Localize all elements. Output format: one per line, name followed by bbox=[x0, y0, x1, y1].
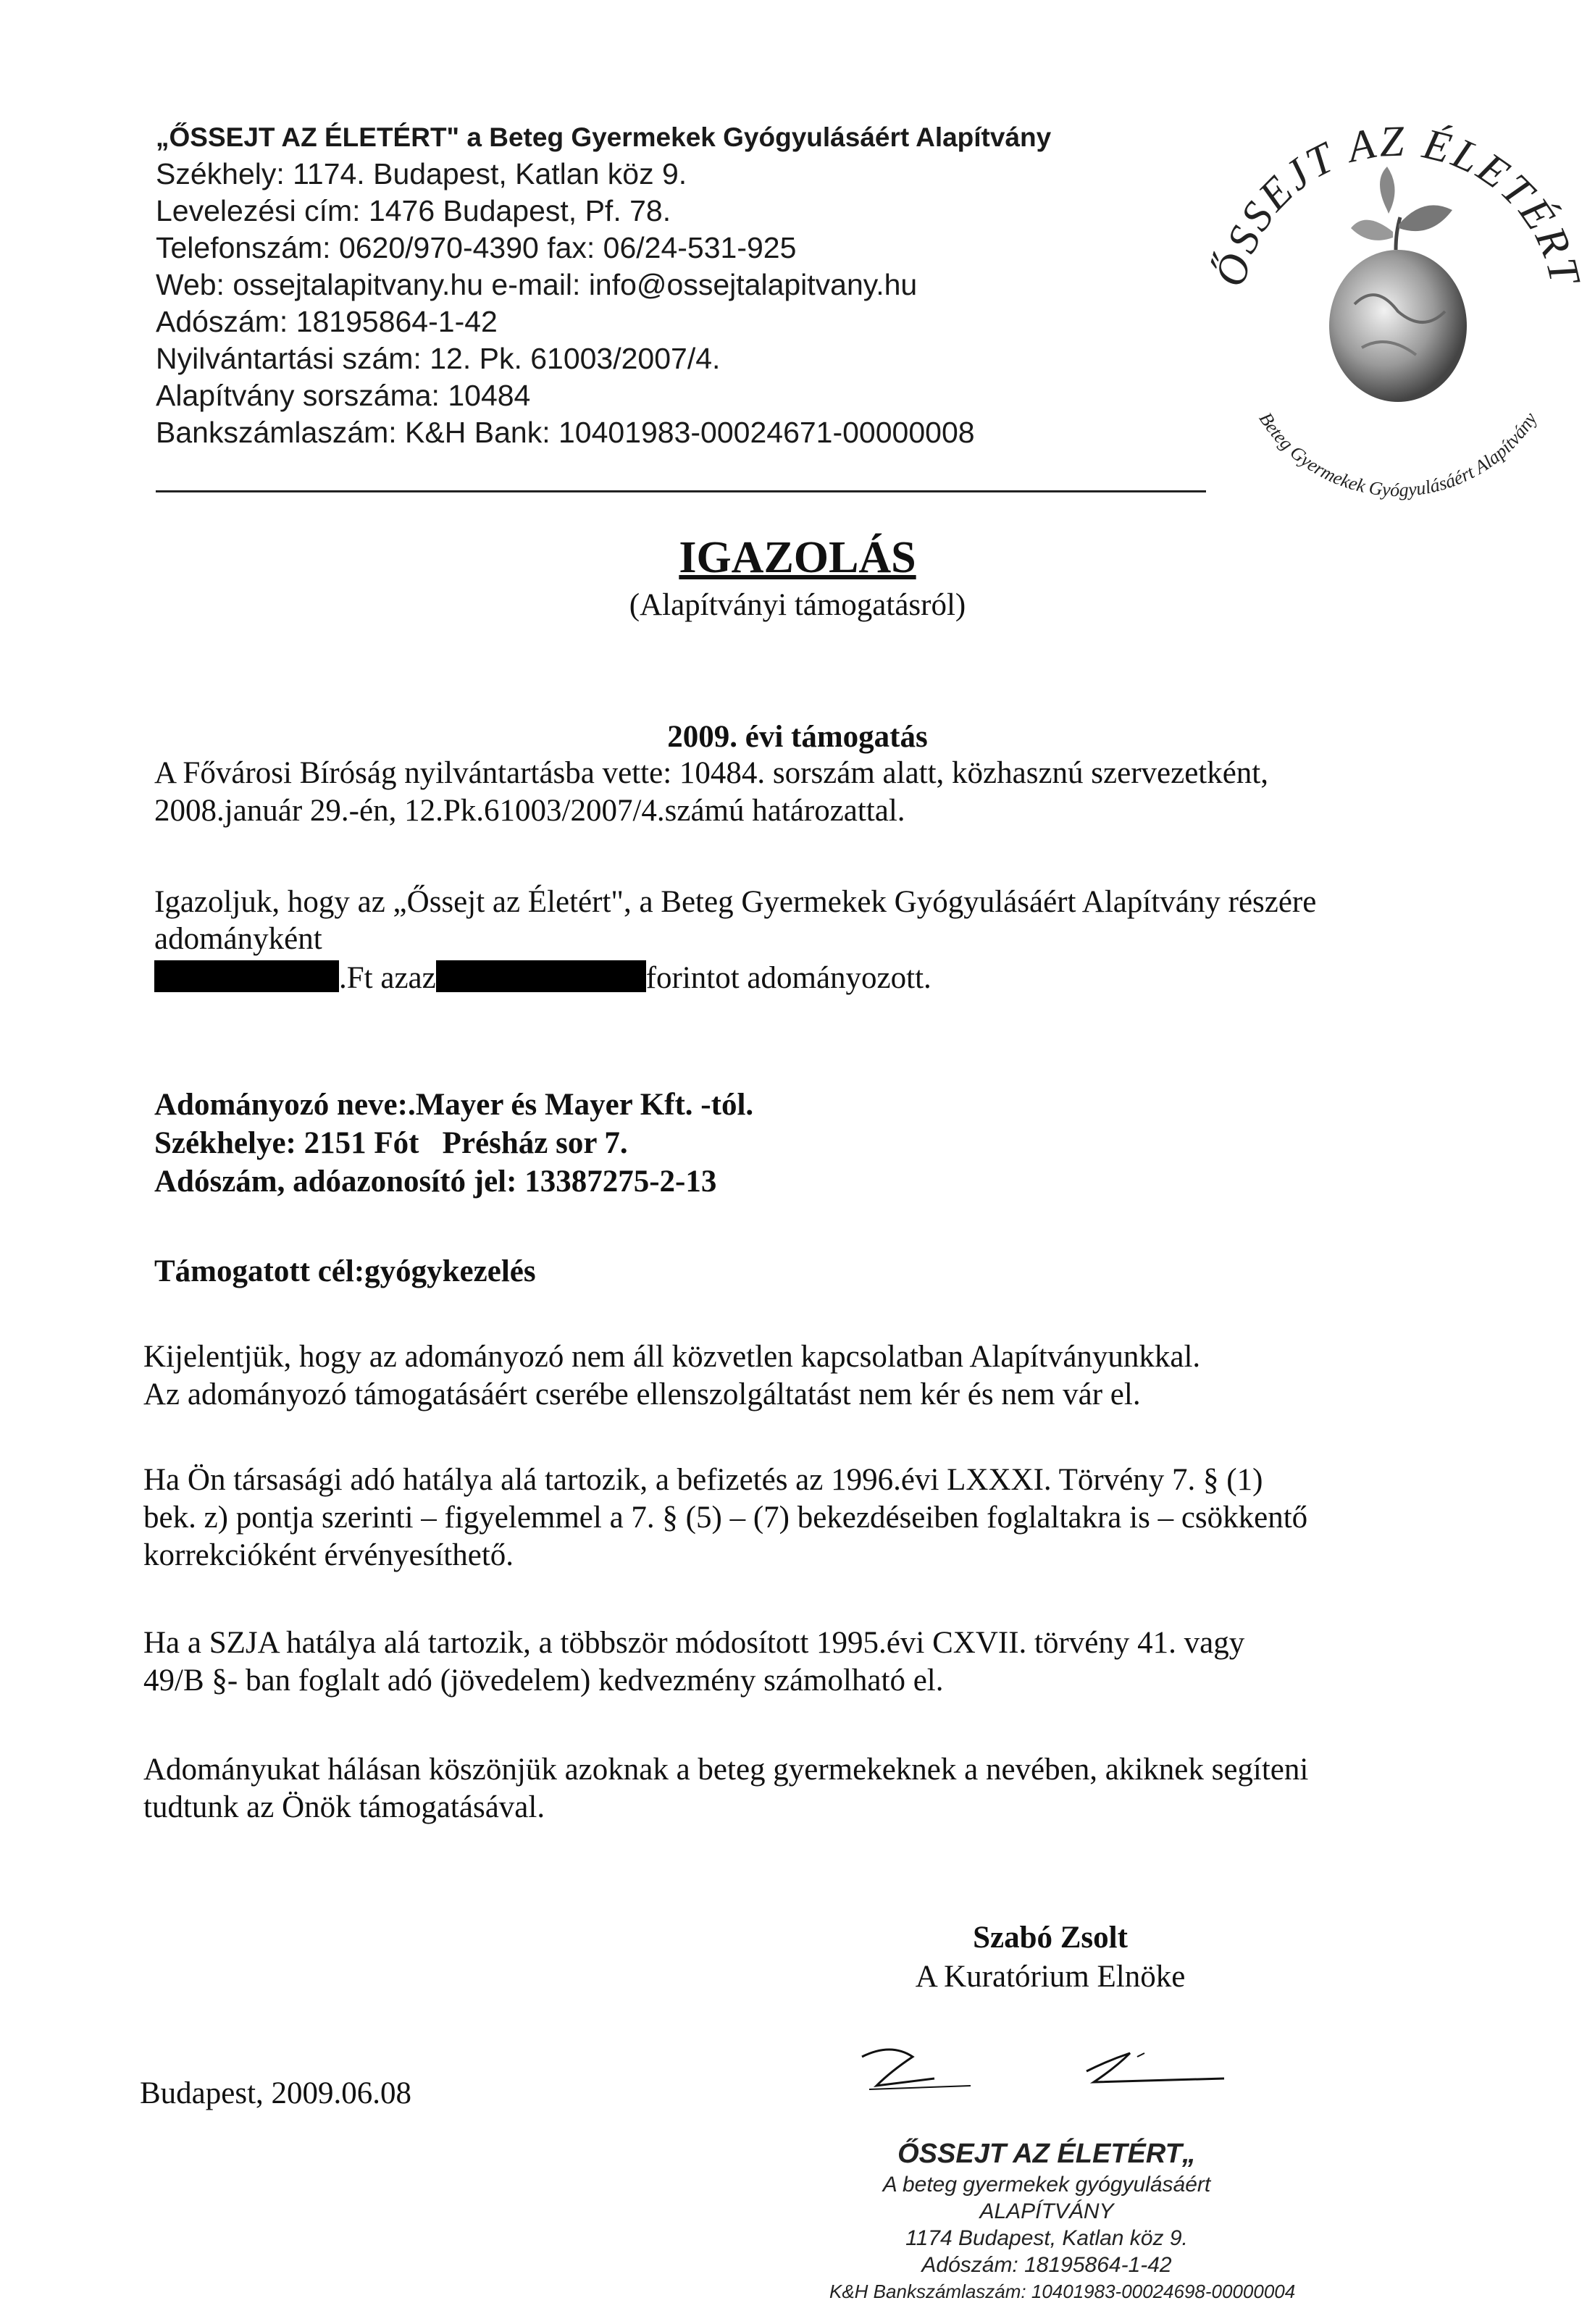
corp-tax-line-3: korrekcióként érvényesíthető. bbox=[143, 1538, 514, 1572]
thanks-line-1: Adományukat hálásan köszönjük azoknak a beteg gyermekeknek a nevében, akiknek segíteni bbox=[143, 1753, 1309, 1787]
foundation-number: Alapítvány sorszáma: 10484 bbox=[156, 379, 531, 412]
donor-tax-id: Adószám, adóazonosító jel: 13387275-2-13 bbox=[154, 1165, 717, 1199]
bank-account: Bankszámlaszám: K&H Bank: 10401983-00024671-00000008 bbox=[156, 416, 975, 449]
amount-ft-label: .Ft azaz bbox=[339, 961, 436, 995]
corp-tax-line-2: bek. z) pontja szerinti – figyelemmel a 7. § (5) – (7) bekezdéseiben foglaltakra is – csökkentő bbox=[143, 1501, 1308, 1535]
stamp-line-3: ALAPÍTVÁNY bbox=[979, 2199, 1114, 2223]
signatory-name: Szabó Zsolt bbox=[973, 1921, 1128, 1955]
stamp-line-1: ŐSSEJT AZ ÉLETÉRT„ bbox=[897, 2139, 1196, 2169]
place-date: Budapest, 2009.06.08 bbox=[140, 2076, 412, 2110]
redacted-amount-figure bbox=[154, 960, 339, 992]
registration-line-1: A Fővárosi Bíróság nyilvántartásba vette: 10484. sorszám alatt, közhasznú szervezetként, bbox=[154, 756, 1269, 790]
postal-address: Levelezési cím: 1476 Budapest, Pf. 78. bbox=[156, 194, 671, 227]
donor-seat: Székhelye: 2151 Fót Présház sor 7. bbox=[154, 1126, 628, 1160]
header-divider bbox=[156, 490, 1206, 492]
redacted-amount-words bbox=[436, 960, 646, 992]
logo-ring-top-text: ŐSSEJT AZ ÉLETÉR bbox=[1206, 117, 1582, 291]
svg-text:Beteg Gyermekek Gyógyulásáért bbox=[1255, 408, 1541, 500]
declaration-line-1: Kijelentjük, hogy az adományozó nem áll közvetlen kapcsolatban Alapítványunkkal. bbox=[143, 1340, 1201, 1374]
registration-line-2: 2008.január 29.-én, 12.Pk.61003/2007/4.számú határozattal. bbox=[154, 794, 905, 828]
logo-ring-bottom-text: Beteg Gyermekek Gyógyulásáért Alapítvány bbox=[1255, 408, 1541, 501]
signatory-title: A Kuratórium Elnöke bbox=[915, 1960, 1186, 1994]
tax-number: Adószám: 18195864-1-42 bbox=[156, 305, 498, 338]
szja-line-1: Ha a SZJA hatálya alá tartozik, a többször módosított 1995.évi CXVII. törvény 41. vagy bbox=[143, 1626, 1245, 1660]
organization-name: „ŐSSEJT AZ ÉLETÉRT" a Beteg Gyermekek Gyógyulásáért Alapítvány bbox=[156, 122, 1052, 152]
certify-line-2: adományként bbox=[154, 922, 322, 956]
stamp-line-2: A beteg gyermekek gyógyulásáért bbox=[882, 2173, 1211, 2197]
supported-purpose: Támogatott cél:gyógykezelés bbox=[154, 1254, 536, 1288]
declaration-line-2: Az adományozó támogatásáért cserébe ellenszolgáltatást nem kér és nem vár el. bbox=[143, 1377, 1141, 1411]
registry-number: Nyilvántartási szám: 12. Pk. 61003/2007/4. bbox=[156, 342, 721, 375]
stamp-line-5: Adószám: 18195864-1-42 bbox=[921, 2253, 1172, 2277]
phone-fax: Telefonszám: 0620/970-4390 fax: 06/24-531-925 bbox=[156, 231, 797, 264]
official-stamp bbox=[829, 2136, 1296, 2305]
amount-words-label: forintot adományozott. bbox=[645, 961, 932, 995]
stamp-line-6: K&H Bankszámlaszám: 10401983-00024698-00000004 bbox=[829, 2281, 1296, 2302]
globe-with-leaves-icon bbox=[1206, 94, 1583, 529]
web-email: Web: ossejtalapitvany.hu e-mail: info@ossejtalapitvany.hu bbox=[156, 268, 918, 301]
szja-line-2: 49/B §- ban foglalt adó (jövedelem) kedvezmény számolható el. bbox=[143, 1664, 944, 1698]
certify-line-1: Igazoljuk, hogy az „Őssejt az Életért", a Beteg Gyermekek Gyógyulásáért Alapítvány részére bbox=[154, 885, 1317, 919]
document-title: IGAZOLÁS bbox=[679, 533, 916, 582]
foundation-logo bbox=[1206, 94, 1583, 529]
donor-name: Adományozó neve:.Mayer és Mayer Kft. -tól. bbox=[154, 1088, 754, 1122]
handwritten-signature bbox=[847, 2028, 1253, 2115]
document-subtitle: (Alapítványi támogatásról) bbox=[629, 588, 966, 622]
amount-line bbox=[154, 960, 932, 997]
seat-address: Székhely: 1174. Budapest, Katlan köz 9. bbox=[156, 157, 687, 190]
letterhead bbox=[156, 119, 1228, 451]
stamp-line-4: 1174 Budapest, Katlan köz 9. bbox=[905, 2226, 1188, 2250]
year-heading: 2009. évi támogatás bbox=[667, 720, 928, 754]
thanks-line-2: tudtunk az Önök támogatásával. bbox=[143, 1790, 545, 1824]
corp-tax-line-1: Ha Ön társasági adó hatálya alá tartozik, a befizetés az 1996.évi LXXXI. Törvény 7. § (1) bbox=[143, 1463, 1263, 1497]
